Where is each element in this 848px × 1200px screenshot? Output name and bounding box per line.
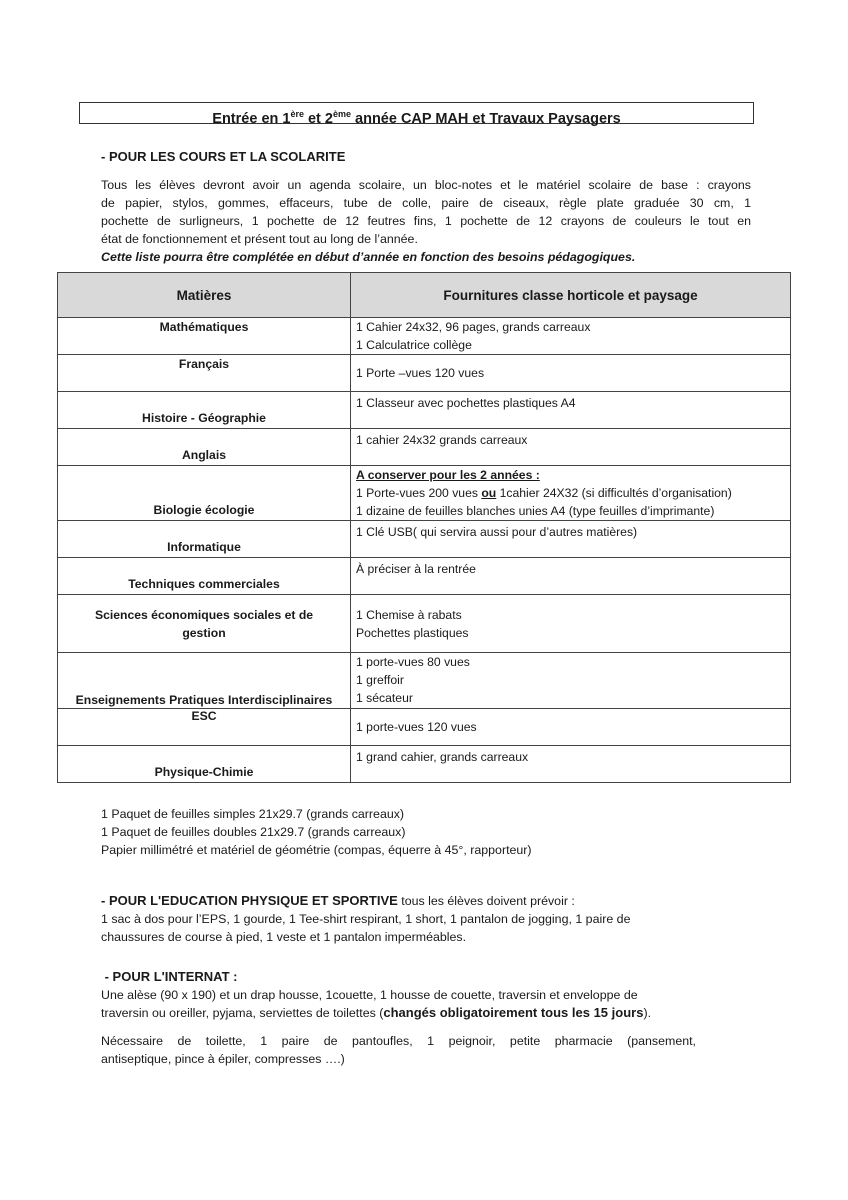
supplies-cell bbox=[351, 746, 791, 783]
eps-heading-line bbox=[101, 892, 761, 910]
supply-item bbox=[356, 484, 790, 502]
supply-item: 1 porte-vues 120 vues bbox=[356, 720, 477, 734]
table-row bbox=[58, 392, 791, 429]
internat-text: ). bbox=[643, 1006, 652, 1020]
title-text-mid: et 2 bbox=[303, 110, 333, 127]
supplies-cell bbox=[351, 355, 791, 392]
courses-line: de papier, stylos, gommes, effaceurs, tube de colle, paire de ciseaux, règle plate graduée 30 cm, 1 bbox=[101, 196, 751, 210]
title-sup-1: ère bbox=[290, 109, 304, 119]
table-header-row bbox=[58, 273, 791, 318]
supply-item: 1 Clé USB( qui servira aussi pour d’autres matières) bbox=[356, 525, 638, 539]
supplies-cell bbox=[351, 709, 791, 746]
supply-item: 1 dizaine de feuilles blanches unies A4 (type feuilles d’imprimante) bbox=[356, 504, 715, 518]
supply-item: 1 Porte –vues 120 vues bbox=[356, 366, 485, 380]
extra-supply-item: 1 Paquet de feuilles simples 21x29.7 (grands carreaux) bbox=[101, 807, 405, 821]
internat-section bbox=[101, 968, 761, 1068]
table-row bbox=[58, 709, 791, 746]
courses-paragraph bbox=[101, 176, 751, 266]
header-supplies: Fournitures classe horticole et paysage bbox=[351, 273, 791, 318]
supplies-cell bbox=[351, 521, 791, 558]
internat-line: antiseptique, pince à épiler, compresses ….) bbox=[101, 1052, 345, 1066]
subject-cell: Français bbox=[58, 355, 351, 392]
subject-cell: Enseignements Pratiques Interdisciplinaires bbox=[58, 653, 351, 709]
internat-heading: - POUR L'INTERNAT : bbox=[101, 969, 238, 984]
internat-line: Nécessaire de toilette, 1 paire de pantoufles, 1 peignoir, petite pharmacie (pansement, bbox=[101, 1034, 696, 1048]
page-title bbox=[79, 102, 754, 127]
courses-note: Cette liste pourra être complétée en début d’année en fonction des besoins pédagogiques. bbox=[101, 250, 636, 264]
title-text-suffix: année CAP MAH et Travaux Paysagers bbox=[351, 110, 621, 127]
table-row bbox=[58, 521, 791, 558]
subject-cell: Mathématiques bbox=[58, 318, 351, 355]
internat-line bbox=[101, 1004, 761, 1022]
eps-heading-tail: tous les élèves doivent prévoir : bbox=[397, 894, 575, 908]
extra-supply-item: 1 Paquet de feuilles doubles 21x29.7 (grands carreaux) bbox=[101, 825, 406, 839]
table-row bbox=[58, 429, 791, 466]
eps-heading: - POUR L'EDUCATION PHYSIQUE ET SPORTIVE bbox=[101, 893, 398, 908]
supply-item: 1 porte-vues 80 vues bbox=[356, 655, 470, 669]
supply-item: 1 greffoir bbox=[356, 673, 404, 687]
courses-line: état de fonctionnement et présent tout au long de l’année. bbox=[101, 232, 418, 246]
title-sup-2: ème bbox=[332, 109, 351, 119]
table-row bbox=[58, 558, 791, 595]
supply-text: 1 Porte-vues 200 vues bbox=[356, 486, 482, 500]
table-row bbox=[58, 466, 791, 521]
eps-section bbox=[101, 892, 761, 946]
table-row bbox=[58, 653, 791, 709]
subject-cell: Histoire - Géographie bbox=[58, 392, 351, 429]
subject-cell bbox=[58, 595, 351, 653]
supplies-cell bbox=[351, 558, 791, 595]
table-row bbox=[58, 355, 791, 392]
spacer bbox=[101, 1022, 761, 1032]
supply-item: 1 grand cahier, grands carreaux bbox=[356, 750, 529, 764]
supply-item: 1 Cahier 24x32, 96 pages, grands carreaux bbox=[356, 320, 591, 334]
supplies-cell bbox=[351, 466, 791, 521]
table-row bbox=[58, 595, 791, 653]
subject-cell: Biologie écologie bbox=[58, 466, 351, 521]
supply-item: 1 Chemise à rabats bbox=[356, 607, 462, 622]
subject-text: gestion bbox=[182, 625, 226, 640]
subject-text: Sciences économiques sociales et de bbox=[94, 607, 314, 622]
subject-cell: Informatique bbox=[58, 521, 351, 558]
extra-supply-item: Papier millimétré et matériel de géométrie (compas, équerre à 45°, rapporteur) bbox=[101, 843, 532, 857]
courses-line: Tous les élèves devront avoir un agenda scolaire, un bloc-notes et le matériel scolaire de base : crayons bbox=[101, 178, 751, 192]
subject-cell: Techniques commerciales bbox=[58, 558, 351, 595]
supplies-cell bbox=[351, 392, 791, 429]
supply-item: 1 cahier 24x32 grands carreaux bbox=[356, 433, 528, 447]
header-subject: Matières bbox=[58, 273, 351, 318]
subject-cell: Anglais bbox=[58, 429, 351, 466]
courses-line: pochette de surligneurs, 1 pochette de 12 feutres fins, 1 pochette de 12 crayons de couleurs le tout en bbox=[101, 214, 751, 228]
supplies-cell bbox=[351, 429, 791, 466]
supplies-cell bbox=[351, 595, 791, 653]
internat-bold-text: changés obligatoirement tous les 15 jours bbox=[383, 1005, 644, 1020]
subject-cell: Physique-Chimie bbox=[58, 746, 351, 783]
supply-text: 1cahier 24X32 (si difficultés d’organisation) bbox=[496, 486, 732, 500]
supply-item: Pochettes plastiques bbox=[356, 625, 469, 640]
internat-text: traversin ou oreiller, pyjama, serviettes de toilettes ( bbox=[101, 1006, 384, 1020]
supply-item: 1 sécateur bbox=[356, 691, 413, 705]
supplies-cell bbox=[351, 318, 791, 355]
supplies-cell bbox=[351, 653, 791, 709]
courses-heading: - POUR LES COURS ET LA SCOLARITE bbox=[101, 149, 346, 164]
extra-supplies bbox=[101, 805, 751, 859]
table-row bbox=[58, 318, 791, 355]
eps-line: 1 sac à dos pour l’EPS, 1 gourde, 1 Tee-shirt respirant, 1 short, 1 pantalon de jogging, 1 paire de bbox=[101, 912, 631, 926]
title-text: Entrée en 1 bbox=[212, 110, 291, 127]
supply-or: ou bbox=[481, 486, 497, 500]
supply-keep-note: A conserver pour les 2 années : bbox=[356, 468, 540, 482]
subject-cell: ESC bbox=[58, 709, 351, 746]
eps-line: chaussures de course à pied, 1 veste et 1 pantalon imperméables. bbox=[101, 930, 467, 944]
table-row bbox=[58, 746, 791, 783]
supply-item: À préciser à la rentrée bbox=[356, 562, 476, 576]
internat-line: Une alèse (90 x 190) et un drap housse, 1couette, 1 housse de couette, traversin et enveloppe de bbox=[101, 988, 638, 1002]
supplies-table bbox=[57, 272, 791, 783]
supply-item: 1 Classeur avec pochettes plastiques A4 bbox=[356, 396, 576, 410]
supply-item: 1 Calculatrice collège bbox=[356, 338, 472, 352]
